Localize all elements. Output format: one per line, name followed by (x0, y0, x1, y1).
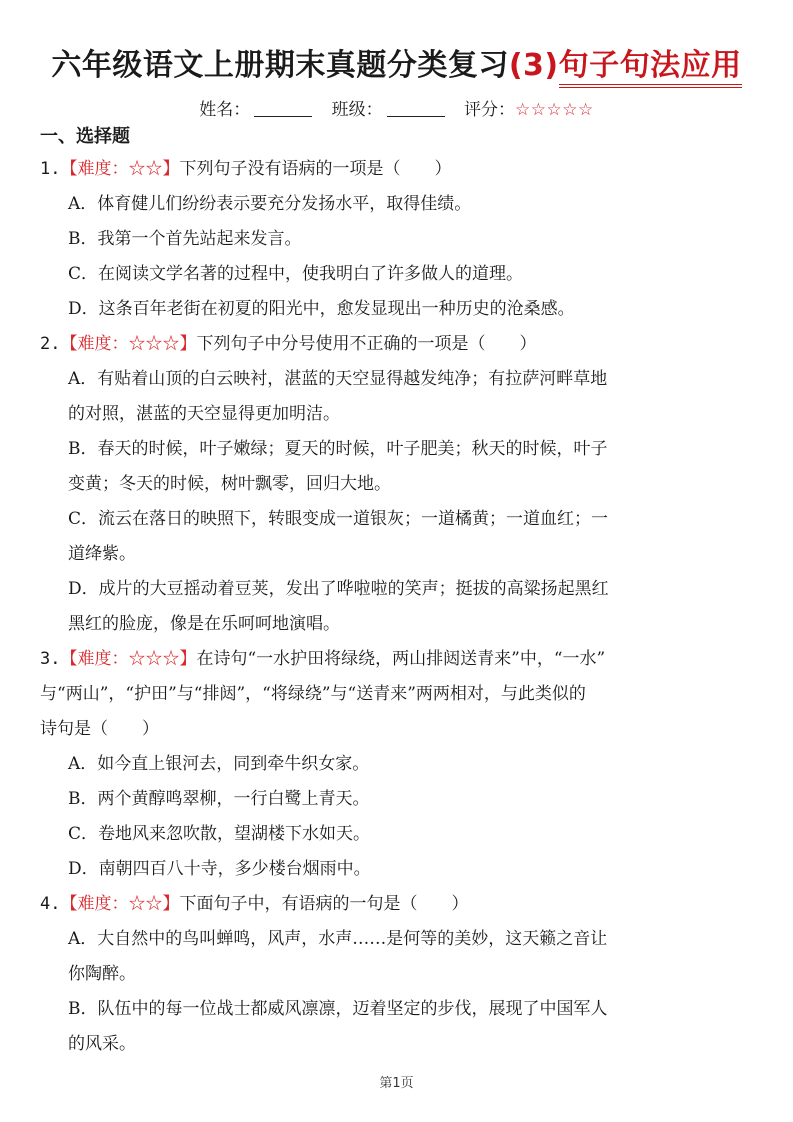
student-info-row (0, 95, 793, 120)
question-1-option-c: C．在阅读文学名著的过程中，使我明白了许多做人的道理。 (68, 264, 524, 284)
question-2-option-c: C．流云在落日的映照下，转眼变成一道银灰；一道橘黄；一道血红；一 (68, 509, 609, 529)
score-stars-icon: ☆☆☆☆☆ (515, 100, 594, 120)
question-3-option-a: A．如今直上银河去，同到牵牛织女家。 (68, 754, 370, 774)
question-2-option-c-cont: 道绛紫。 (68, 544, 136, 564)
score-label: 评分： (464, 100, 516, 120)
question-1-option-b: B．我第一个首先站起来发言。 (68, 229, 302, 249)
question-list (40, 152, 755, 1062)
question-4-option-a: A．大自然中的鸟叫蝉鸣，风声，水声……是何等的美妙，这天籁之音让 (68, 929, 608, 949)
question-4-option-a-cont: 你陶醉。 (68, 964, 136, 984)
question-2-option-a: A．有贴着山顶的白云映衬，湛蓝的天空显得越发纯净；有拉萨河畔草地 (68, 369, 608, 389)
question-2-option-b: B．春天的时候，叶子嫩绿；夏天的时候，叶子肥美；秋天的时候，叶子 (68, 439, 608, 459)
question-2-option-d: D．成片的大豆摇动着豆荚，发出了哗啦啦的笑声；挺拔的高粱扬起黑红 (68, 579, 609, 599)
title-number: (3) (508, 48, 559, 83)
question-2-option-d-cont: 黑红的脸庞，像是在乐呵呵地演唱。 (68, 614, 340, 634)
difficulty-badge: 【难度：☆☆】 (60, 159, 180, 179)
difficulty-badge: 【难度：☆☆】 (60, 894, 180, 914)
question-3-option-c: C．卷地风来忽吹散，望湖楼下水如天。 (68, 824, 371, 844)
class-blank[interactable] (387, 116, 445, 117)
question-4-option-b: B．队伍中的每一位战士都威风凛凛，迈着坚定的步伐，展现了中国军人 (68, 999, 608, 1019)
question-3-stem-cont-2: 诗句是（ ） (40, 719, 159, 739)
question-4-option-b-cont: 的风采。 (68, 1034, 136, 1054)
difficulty-badge: 【难度：☆☆☆】 (60, 334, 197, 354)
question-3-stem-cont-1: 与“两山”，“护田”与“排闼”，“将绿绕”与“送青来”两两相对，与此类似的 (40, 684, 586, 704)
page-title (0, 40, 793, 84)
class-label: 班级： (331, 100, 383, 120)
question-4-stem: 4.【难度：☆☆】下面句子中，有语病的一句是（ ） (40, 894, 469, 914)
question-1-stem: 1.【难度：☆☆】下列句子没有语病的一项是（ ） (40, 159, 452, 179)
question-2-option-b-cont: 变黄；冬天的时候，树叶飘零，回归大地。 (68, 474, 391, 494)
title-main: 六年级语文上册期末真题分类复习 (51, 48, 509, 83)
question-1-option-d: D．这条百年老街在初夏的阳光中，愈发显现出一种历史的沧桑感。 (68, 299, 575, 319)
name-blank[interactable] (254, 116, 312, 117)
difficulty-badge: 【难度：☆☆☆】 (60, 649, 197, 669)
question-3-option-b: B．两个黄醇鸣翠柳，一行白鹭上青天。 (68, 789, 370, 809)
question-2-stem: 2.【难度：☆☆☆】下列句子中分号使用不正确的一项是（ ） (40, 334, 537, 354)
question-3-stem: 3.【难度：☆☆☆】在诗句“一水护田将绿绕，两山排闼送青来”中，“一水” (40, 649, 606, 669)
question-3-option-d: D．南朝四百八十寺，多少楼台烟雨中。 (68, 859, 371, 879)
section-heading: 一、选择题 (40, 126, 130, 147)
question-2-option-a-cont: 的对照，湛蓝的天空显得更加明洁。 (68, 404, 340, 424)
title-subtitle: 句子句法应用 (559, 48, 742, 88)
name-label: 姓名： (199, 100, 251, 120)
question-1-option-a: A．体育健儿们纷纷表示要充分发扬水平，取得佳绩。 (68, 194, 472, 214)
page-number: 第1页 (379, 1076, 414, 1091)
